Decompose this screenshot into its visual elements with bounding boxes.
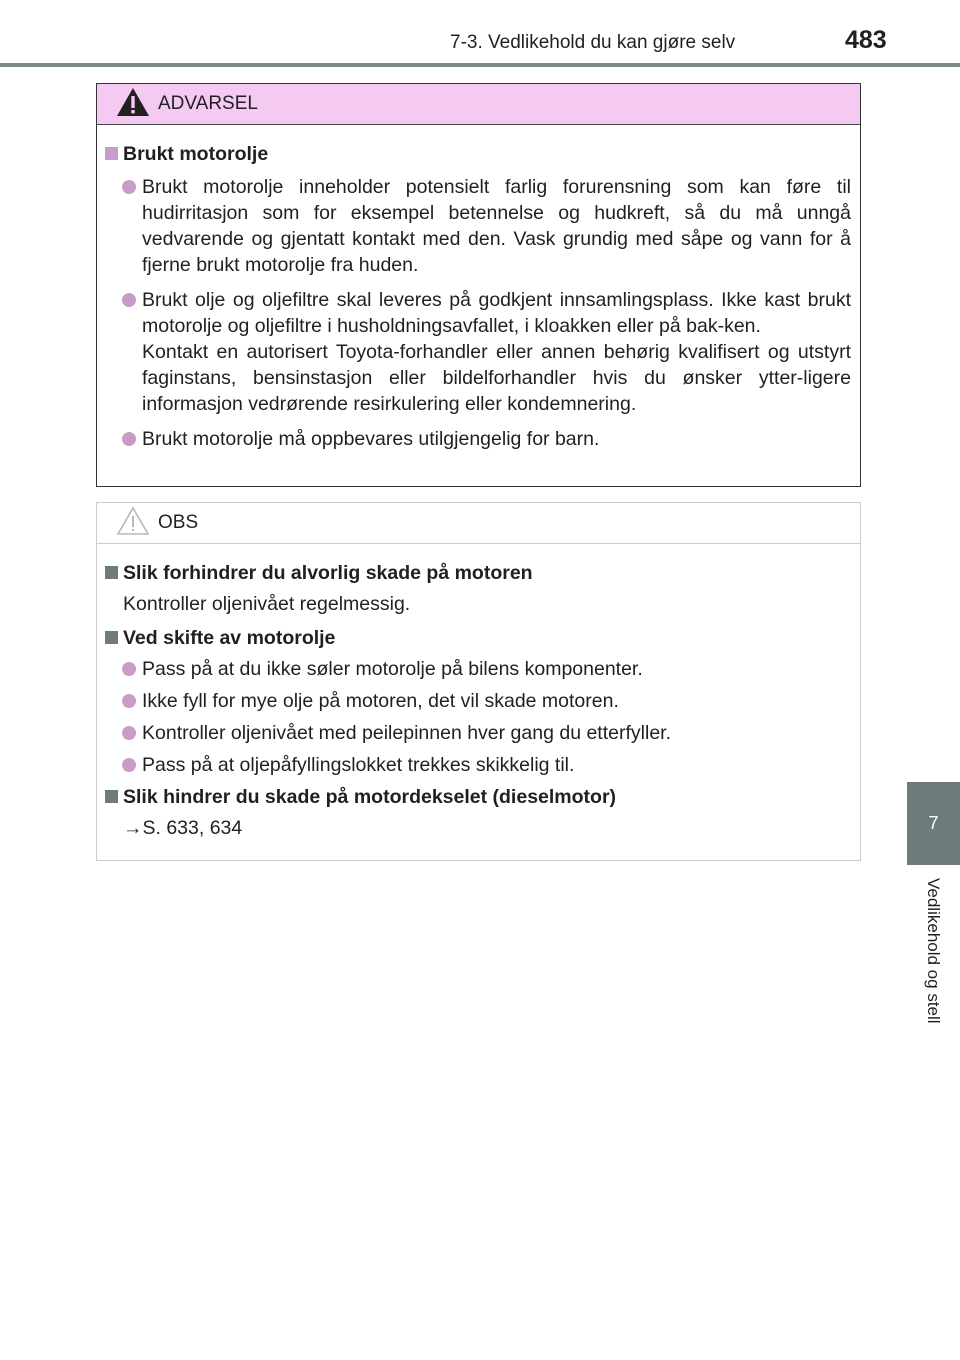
warning-bullet: Brukt motorolje inneholder potensielt farlig forurensning som kan føre til hudirritasjon som for eksempel betennelse og hudkreft, så du må unngå vedvarende og gjentatt kontakt med den. Vask grundig med såpe og vann for å fjerne brukt motorolje fra huden.	[105, 174, 851, 278]
notice-bullet: Ikke fyll for mye olje på motoren, det vil skade motoren.	[105, 688, 851, 714]
section-square-icon	[105, 566, 118, 579]
warning-box	[96, 83, 861, 487]
chapter-label: Vedlikehold og stell	[924, 878, 943, 1024]
warning-bullet-text: Brukt olje og oljefiltre skal leveres på godkjent innsamlingsplass. Ikke kast brukt motorolje og oljefiltre i husholdningsavfallet, i kloakken eller på bak-ken.	[142, 289, 851, 337]
page-number: 483	[845, 26, 887, 54]
warning-bullet-continuation: Kontakt en autorisert Toyota-forhandler eller annen behørig kvalifisert og utstyrt faginstans, bensinstasjon eller bildelforhandler hvis du ønsker ytter-ligere informasjon vedrørende resirkulering eller kondemnering.	[142, 341, 851, 415]
notice-bullet: Pass på at du ikke søler motorolje på bilens komponenter.	[105, 656, 851, 682]
notice-bullet: Pass på at oljepåfyllingslokket trekkes skikkelig til.	[105, 752, 851, 778]
page-reference: →S. 633, 634	[123, 817, 243, 839]
warning-section-title: Brukt motorolje	[105, 141, 851, 168]
notice-body	[97, 544, 860, 841]
warning-bullet: Brukt motorolje må oppbevares utilgjengelig for barn.	[105, 426, 851, 452]
header-section-title: 7-3. Vedlikehold du kan gjøre selv	[450, 32, 736, 53]
bullet-dot-icon	[122, 432, 136, 446]
warning-title: ADVARSEL	[158, 93, 258, 114]
section-square-icon	[105, 631, 118, 644]
section-square-icon	[105, 790, 118, 803]
notice-bullet: Kontroller oljenivået med peilepinnen hver gang du etterfyller.	[105, 720, 851, 746]
notice-header	[97, 503, 860, 544]
warning-body	[97, 125, 860, 452]
bullet-dot-icon	[122, 726, 136, 740]
caution-triangle-outline-icon	[115, 505, 151, 537]
bullet-dot-icon	[122, 180, 136, 194]
notice-section-title: Slik forhindrer du alvorlig skade på motoren	[105, 560, 851, 587]
notice-box	[96, 502, 861, 861]
chapter-number: 7	[928, 813, 939, 833]
chapter-tab	[907, 782, 960, 865]
section-square-icon	[105, 147, 118, 160]
bullet-dot-icon	[122, 694, 136, 708]
warning-triangle-filled-icon	[115, 86, 151, 118]
warning-header	[97, 84, 860, 125]
notice-section-title: Ved skifte av motorolje	[105, 625, 851, 652]
notice-title: OBS	[158, 512, 199, 533]
bullet-dot-icon	[122, 662, 136, 676]
notice-text: Kontroller oljenivået regelmessig.	[123, 593, 411, 615]
warning-bullet	[105, 287, 851, 417]
bullet-dot-icon	[122, 293, 136, 307]
bullet-dot-icon	[122, 758, 136, 772]
notice-section-title: Slik hindrer du skade på motordekselet (dieselmotor)	[105, 784, 851, 811]
header-rule	[0, 63, 960, 67]
